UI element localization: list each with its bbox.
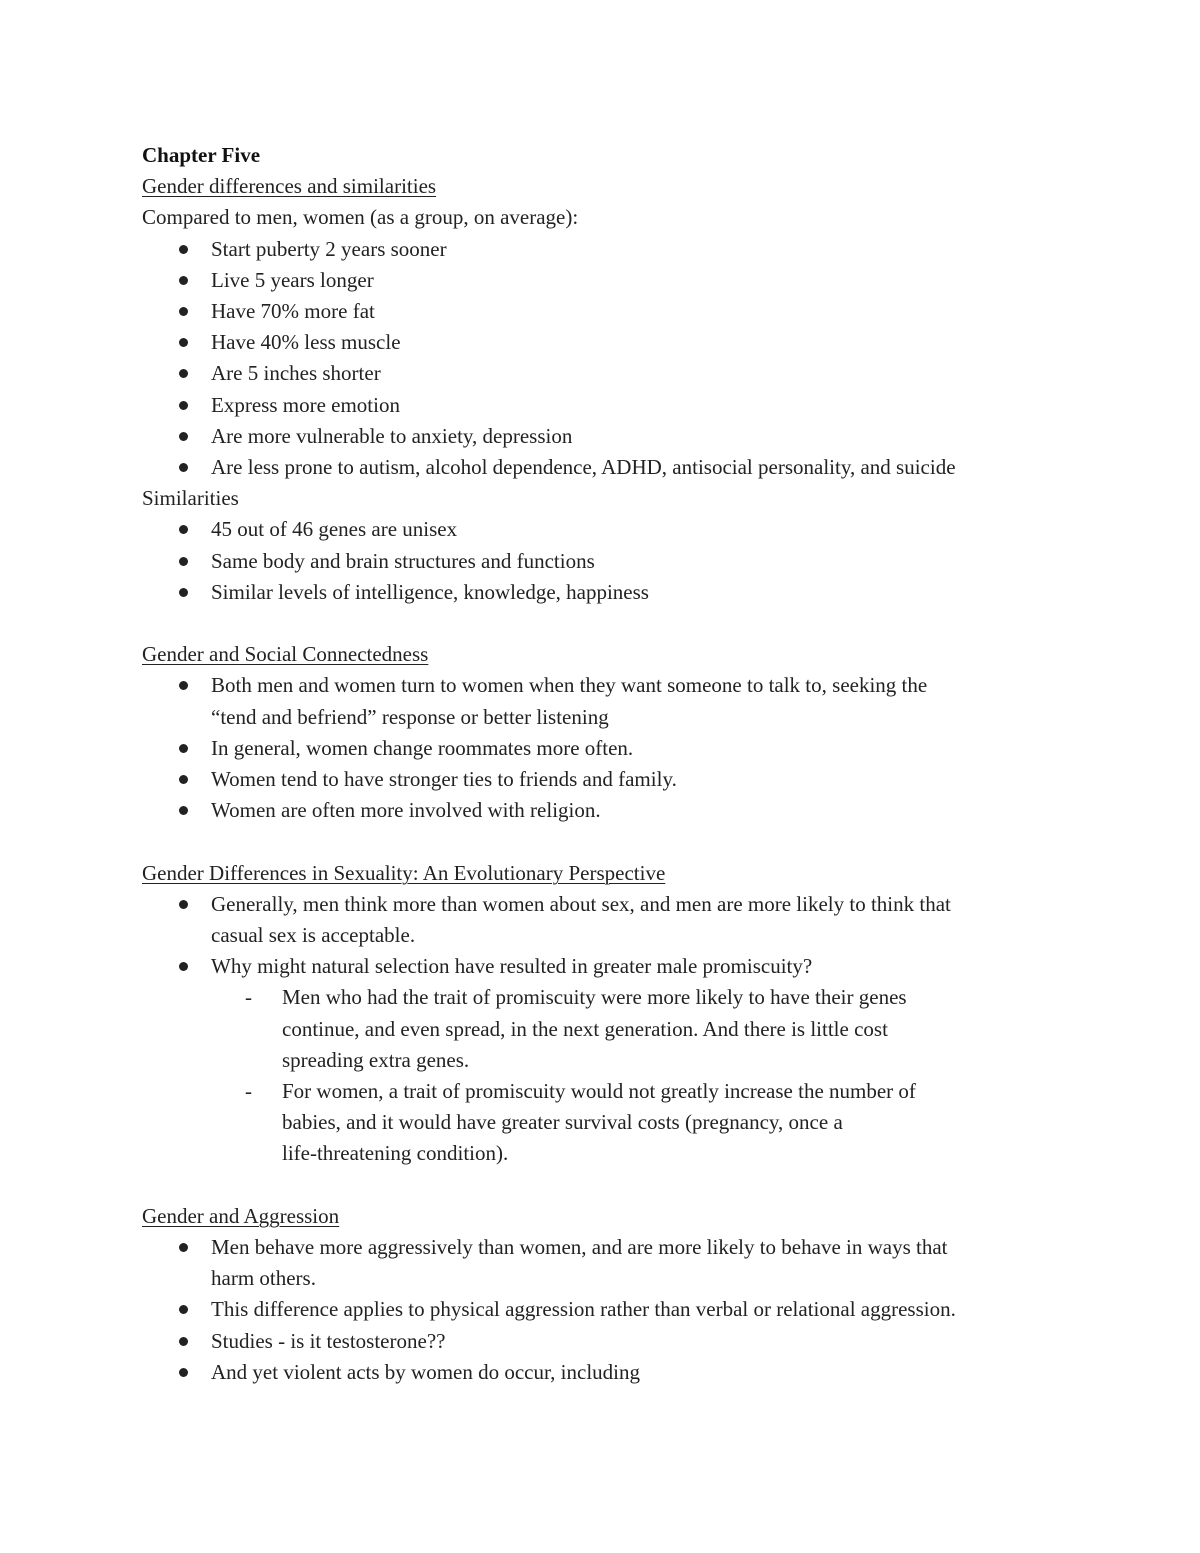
list-item: Have 40% less muscle [142, 327, 1072, 358]
similarities-label: Similarities [142, 486, 239, 511]
dash-icon: - [245, 1078, 252, 1103]
list-item: Live 5 years longer [142, 265, 1072, 296]
chapter-title: Chapter Five [142, 143, 261, 167]
list-item: Generally, men think more than women about sex, and men are more likely to think that casual sex is acceptable. [142, 889, 1072, 951]
list-item: And yet violent acts by women do occur, including [142, 1357, 1072, 1388]
bullet-icon [179, 1305, 188, 1314]
bullet-icon [179, 775, 188, 784]
section-heading-sexuality: Gender Differences in Sexuality: An Evolutionary Perspective [142, 860, 666, 885]
list-item: Both men and women turn to women when they want someone to talk to, seeking the “tend and befriend” response or better listening [142, 670, 1072, 732]
bullet-icon [179, 338, 188, 347]
list-item: Are 5 inches shorter [142, 358, 1072, 389]
list-item: Women are often more involved with religion. [142, 795, 1072, 826]
bullet-icon [179, 806, 188, 815]
bullet-icon [179, 681, 188, 690]
bullet-icon [179, 962, 188, 971]
list-item: Same body and brain structures and functions [142, 546, 1072, 577]
bullet-icon [179, 369, 188, 378]
list-item: Studies - is it testosterone?? [142, 1326, 1072, 1357]
bullet-icon [179, 463, 188, 472]
bullet-icon [179, 307, 188, 316]
list-item: Similar levels of intelligence, knowledge, happiness [142, 577, 1072, 608]
section-heading-aggression: Gender and Aggression [142, 1203, 340, 1228]
dash-icon: - [245, 985, 252, 1010]
bullet-icon [179, 900, 188, 909]
list-item: Start puberty 2 years sooner [142, 234, 1072, 265]
section-intro: Compared to men, women (as a group, on average): [142, 205, 579, 230]
sub-list-item: - Men who had the trait of promiscuity were more likely to have their genes continue, and even spread, in the next generation. And there is little cost spreading extra genes. [211, 982, 1072, 1076]
bullet-icon [179, 432, 188, 441]
sub-list [211, 982, 1072, 1169]
aggression-list [142, 1232, 1072, 1388]
list-item: Express more emotion [142, 390, 1072, 421]
spacer [142, 1170, 1072, 1201]
list-item: Women tend to have stronger ties to friends and family. [142, 764, 1072, 795]
list-item: Why might natural selection have resulted in greater male promiscuity? - Men who had the trait of promiscuity were more likely to have their genes continue, and even spread, in the next generation. And there is little cost spreading extra genes. - For women, a trait of promiscuity would not greatly increase the number of babies, and it would have greater survival costs (pregnancy, once a life-threatening condition). [142, 951, 1072, 1169]
list-item: Men behave more aggressively than women, and are more likely to behave in ways that harm others. [142, 1232, 1072, 1294]
bullet-icon [179, 588, 188, 597]
list-item: Are more vulnerable to anxiety, depression [142, 421, 1072, 452]
list-item: Have 70% more fat [142, 296, 1072, 327]
bullet-icon [179, 744, 188, 753]
differences-list [142, 234, 1072, 484]
bullet-icon [179, 401, 188, 410]
list-item: In general, women change roommates more often. [142, 733, 1072, 764]
bullet-icon [179, 1243, 188, 1252]
section-heading-gender-differences: Gender differences and similarities [142, 174, 437, 199]
spacer [142, 826, 1072, 857]
social-connectedness-list [142, 670, 1072, 826]
sub-list-item: - For women, a trait of promiscuity would not greatly increase the number of babies, and it would have greater survival costs (pregnancy, once a life-threatening condition). [211, 1076, 1072, 1170]
bullet-icon [179, 276, 188, 285]
sexuality-list [142, 889, 1072, 1170]
bullet-icon [179, 245, 188, 254]
spacer [142, 608, 1072, 639]
list-item: 45 out of 46 genes are unisex [142, 514, 1072, 545]
list-item: Are less prone to autism, alcohol dependence, ADHD, antisocial personality, and suicide [142, 452, 1072, 483]
bullet-icon [179, 557, 188, 566]
bullet-icon [179, 1337, 188, 1346]
bullet-icon [179, 1368, 188, 1377]
similarities-list [142, 514, 1072, 608]
document-page [142, 140, 1072, 1388]
section-heading-social-connectedness: Gender and Social Connectedness [142, 642, 429, 667]
list-item: This difference applies to physical aggression rather than verbal or relational aggression. [142, 1294, 1072, 1325]
bullet-icon [179, 525, 188, 534]
